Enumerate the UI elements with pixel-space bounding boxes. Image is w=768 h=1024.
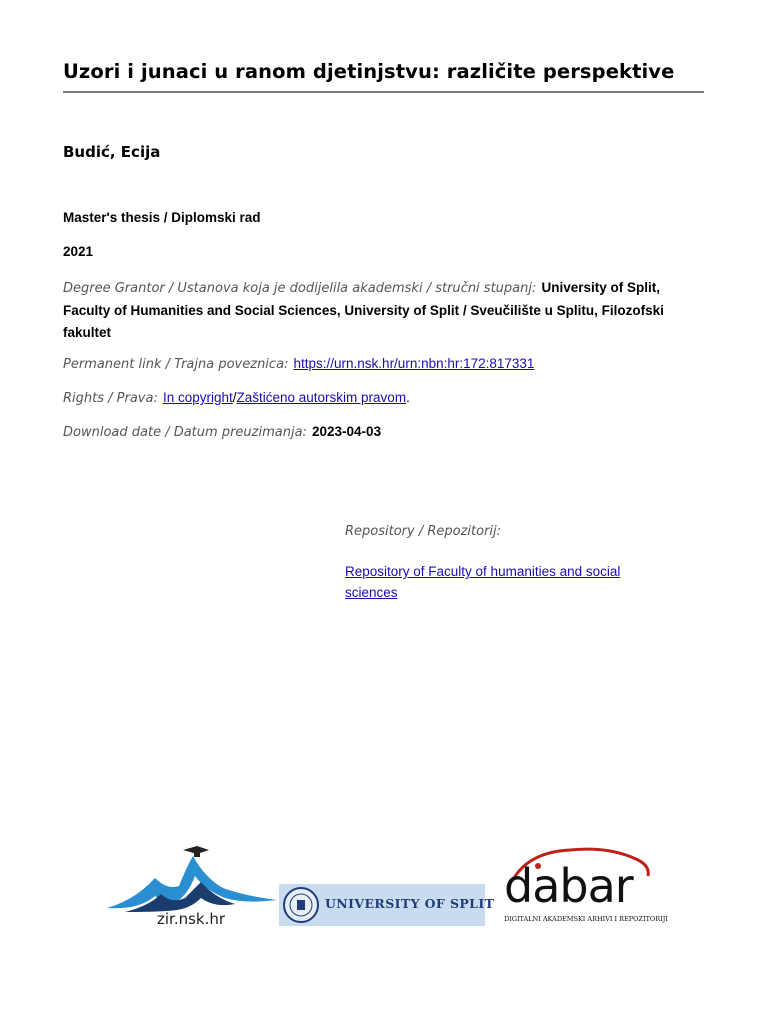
zir-logo: [105, 838, 280, 930]
author: Budić, Ecija: [63, 143, 161, 161]
rights-separator: /: [232, 390, 237, 405]
download-date: [63, 421, 381, 440]
rights-label: Rights / Prava:: [63, 391, 158, 406]
repository-label: Repository / Repozitorij:: [345, 524, 502, 539]
permanent-link-label: Permanent link / Trajna poveznica:: [63, 357, 289, 372]
university-of-split-logo: [279, 884, 495, 926]
year: 2021: [63, 244, 94, 259]
permanent-link: [63, 353, 534, 372]
grantor-value: University of Split, Faculty of Humanities and Social Sciences, University of Split / Sveučilište u Splitu, Filozofski fakultet: [63, 280, 664, 340]
download-date-label: Download date / Datum preuzimanja:: [63, 425, 307, 440]
split-seal-icon: [282, 886, 320, 924]
document-title: Uzori i junaci u ranom djetinjstvu: različite perspektive: [63, 60, 675, 83]
dabar-logo: [500, 842, 668, 928]
zir-text: zir.nsk.hr: [157, 910, 226, 928]
grantor-label: Degree Grantor / Ustanova koja je dodijelila akademski / stručni stupanj:: [63, 281, 537, 296]
rights: [63, 387, 410, 406]
title-rule: [63, 91, 704, 93]
permanent-link-url[interactable]: https://urn.nsk.hr/urn:nbn:hr:172:817331: [293, 356, 535, 371]
repository-link[interactable]: Repository of Faculty of humanities and social sciences: [345, 564, 621, 600]
download-date-value: 2023-04-03: [312, 424, 382, 439]
dabar-text: dabar: [504, 859, 633, 913]
repository-link-wrap: [345, 561, 655, 603]
document-type: Master's thesis / Diplomski rad: [63, 210, 261, 225]
rights-end: .: [406, 390, 410, 405]
rights-link-in-copyright[interactable]: In copyright: [162, 390, 233, 405]
rights-link-zasticeno[interactable]: Zaštićeno autorskim pravom: [236, 390, 407, 405]
split-text: UNIVERSITY OF SPLIT: [325, 896, 495, 911]
dabar-subtitle: DIGITALNI AKADEMSKI ARHIVI I REPOZITORIJI: [504, 915, 668, 923]
degree-grantor: [63, 276, 703, 343]
